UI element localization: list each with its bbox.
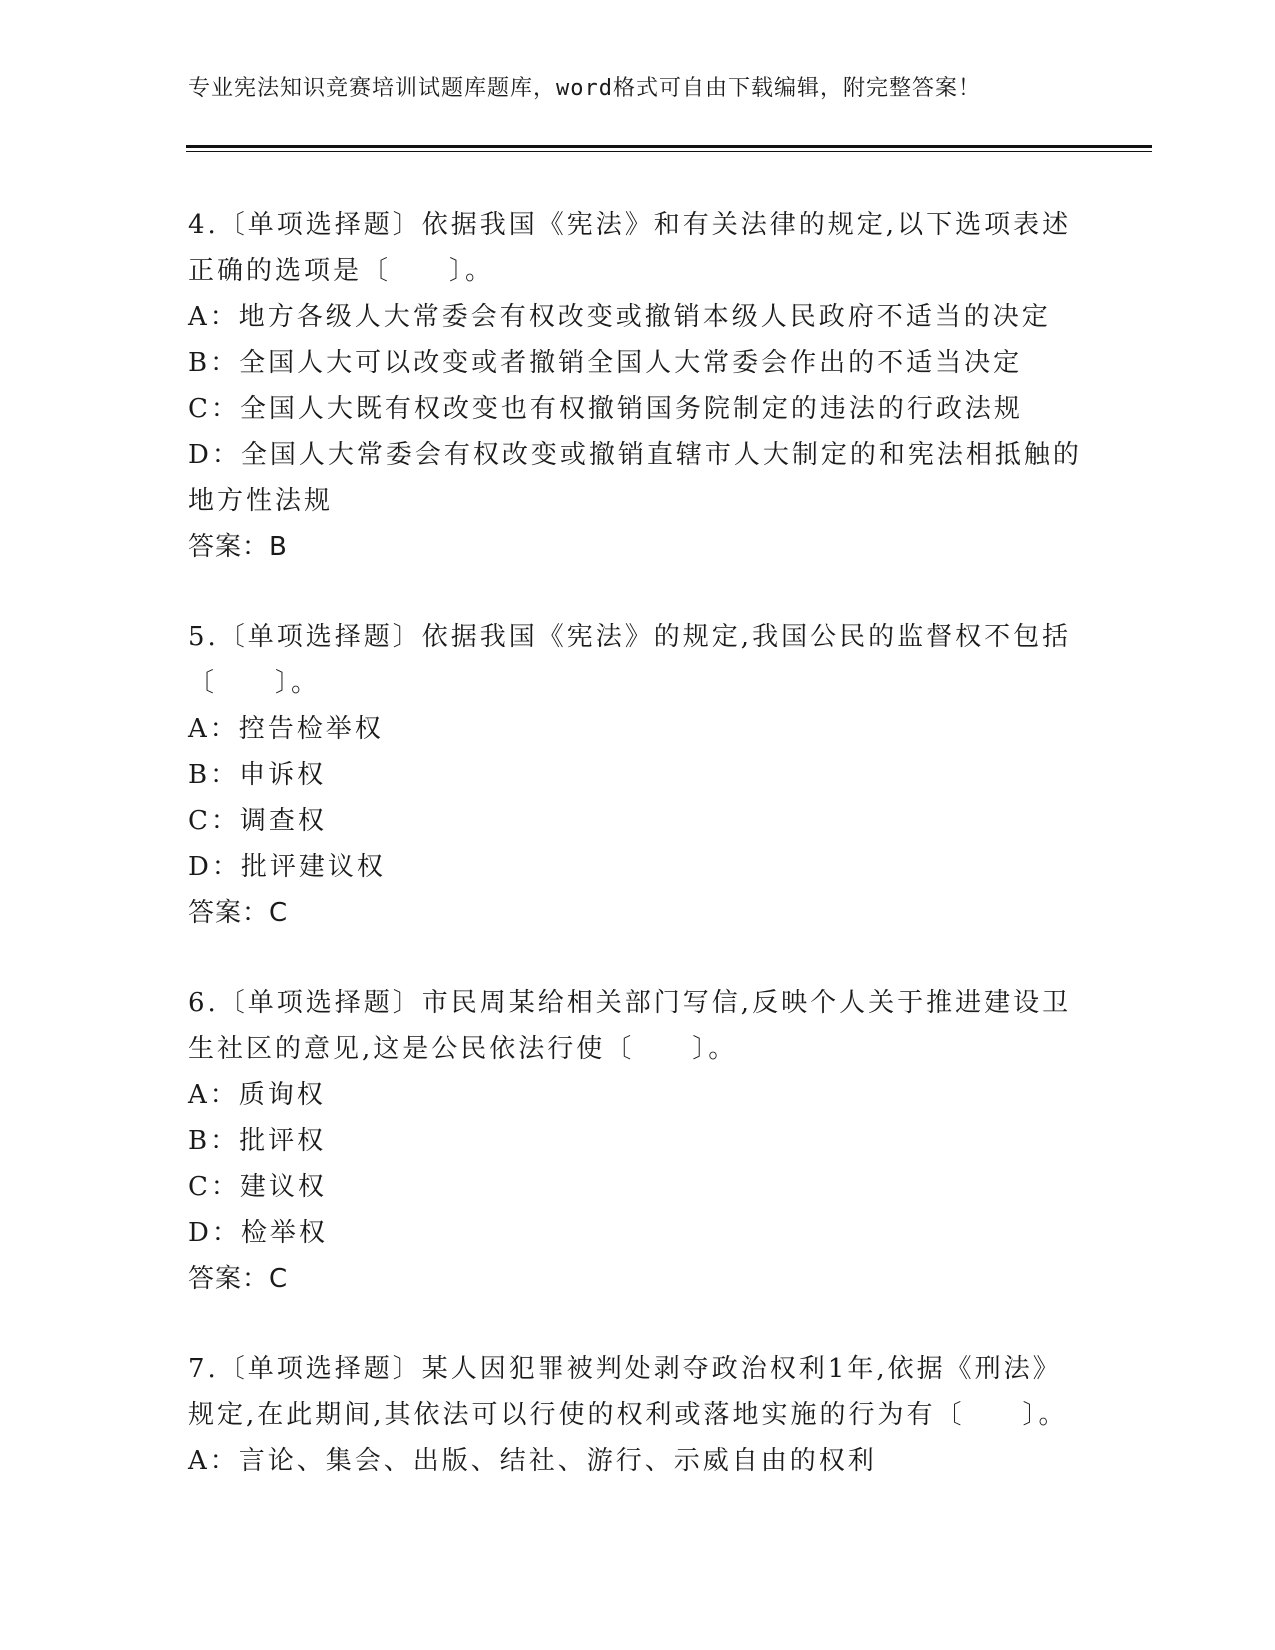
option-d: D：批评建议权 <box>188 852 386 882</box>
question-text: 4.〔单项选择题〕依据我国《宪法》和有关法律的规定,以下选项表述 <box>188 210 1072 240</box>
question-6 <box>188 980 1088 1302</box>
option-d: D：检举权 <box>188 1218 328 1248</box>
page-header: 专业宪法知识竞赛培训试题库题库，word格式可自由下载编辑，附完整答案！ <box>188 76 981 101</box>
option-c: C：建议权 <box>188 1172 327 1202</box>
option-a: A：控告检举权 <box>188 714 384 744</box>
option-a: A：地方各级人大常委会有权改变或撤销本级人民政府不适当的决定 <box>188 302 1051 332</box>
question-text: 规定,在此期间,其依法可以行使的权利或落地实施的行为有〔 〕。 <box>188 1400 1068 1430</box>
option-c: C：全国人大既有权改变也有权撤销国务院制定的违法的行政法规 <box>188 394 1023 424</box>
answer: 答案：B <box>188 532 288 562</box>
question-list <box>188 202 1088 1528</box>
question-text: 5.〔单项选择题〕依据我国《宪法》的规定,我国公民的监督权不包括 <box>188 622 1072 652</box>
answer: 答案：C <box>188 1264 289 1294</box>
option-b: B：全国人大可以改变或者撤销全国人大常委会作出的不适当决定 <box>188 348 1023 378</box>
answer: 答案：C <box>188 898 289 928</box>
question-text: 7.〔单项选择题〕某人因犯罪被判处剥夺政治权利1年,依据《刑法》 <box>188 1354 1062 1384</box>
option-b: B：申诉权 <box>188 760 327 790</box>
question-text: 正确的选项是〔 〕。 <box>188 256 495 286</box>
header-rule <box>186 145 1152 148</box>
question-5 <box>188 614 1088 936</box>
question-text: 〔 〕。 <box>188 668 321 698</box>
header-rule-thin <box>186 151 1152 152</box>
option-d-continued: 地方性法规 <box>188 486 334 516</box>
question-7 <box>188 1346 1088 1484</box>
question-text: 生社区的意见,这是公民依法行使〔 〕。 <box>188 1034 738 1064</box>
option-b: B：批评权 <box>188 1126 327 1156</box>
option-d: D：全国人大常委会有权改变或撤销直辖市人大制定的和宪法相抵触的 <box>188 440 1082 470</box>
question-4 <box>188 202 1088 570</box>
option-a: A：言论、集会、出版、结社、游行、示威自由的权利 <box>188 1446 877 1476</box>
question-text: 6.〔单项选择题〕市民周某给相关部门写信,反映个人关于推进建设卫 <box>188 988 1072 1018</box>
option-a: A：质询权 <box>188 1080 326 1110</box>
option-c: C：调查权 <box>188 806 327 836</box>
